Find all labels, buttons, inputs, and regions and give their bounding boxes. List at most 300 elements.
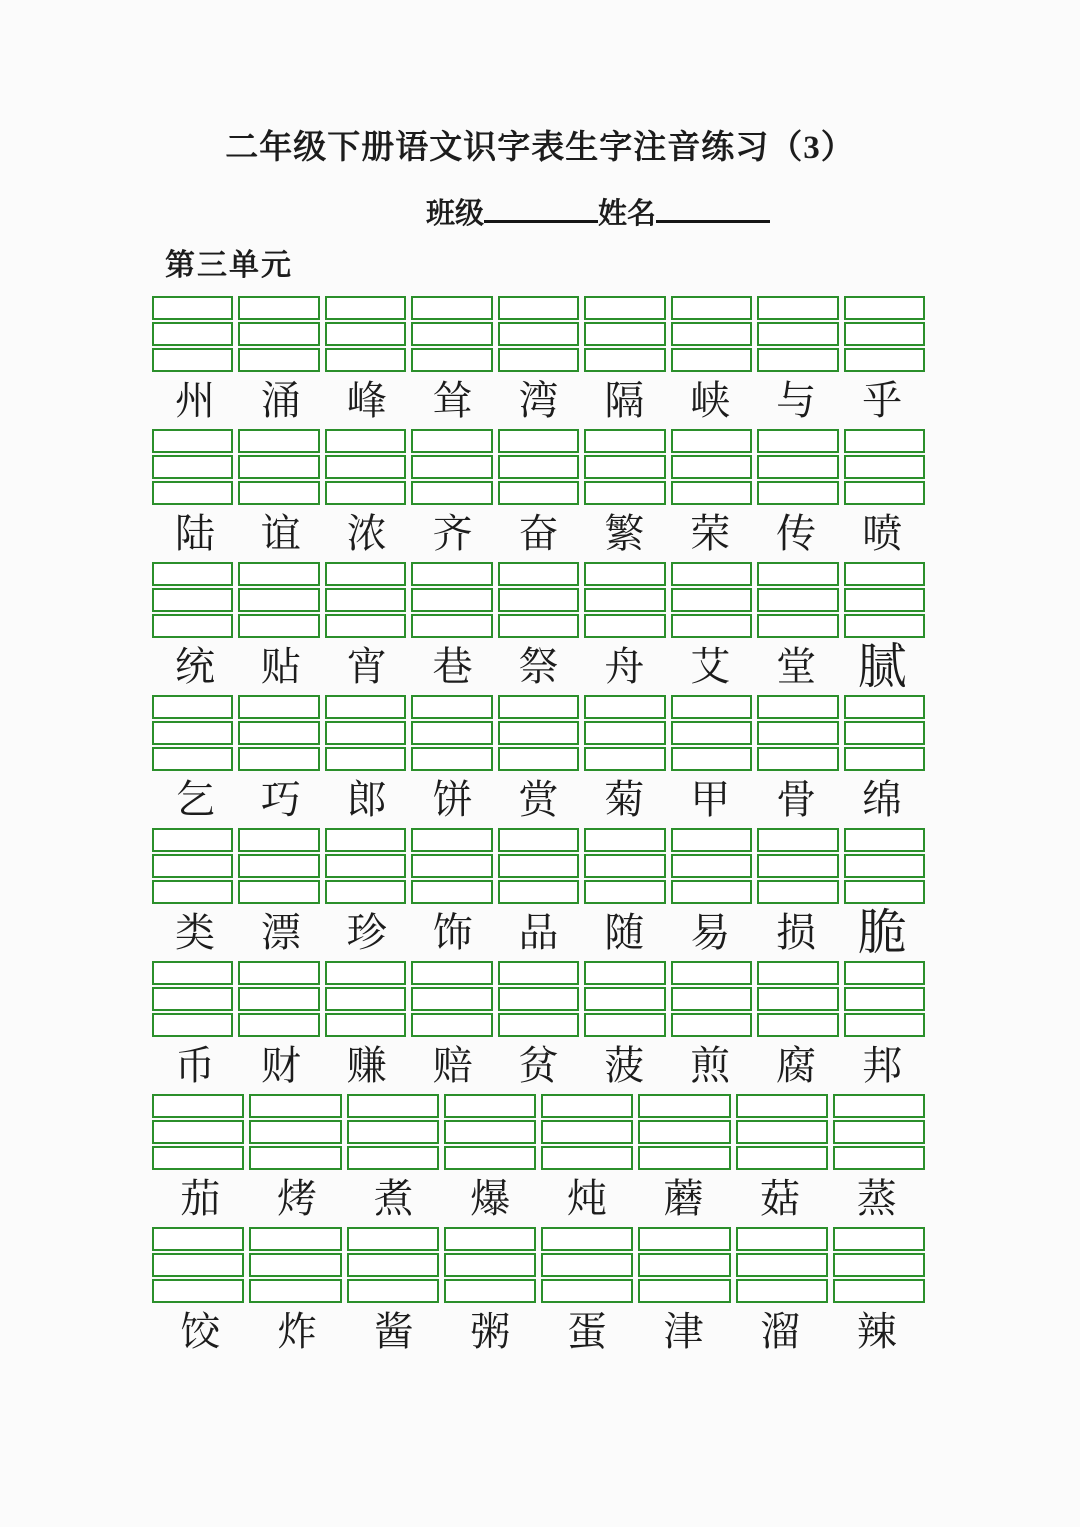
pinyin-cell-line	[671, 614, 752, 638]
practice-block	[152, 429, 925, 562]
pinyin-cell-line	[833, 1227, 925, 1251]
pinyin-cell-line	[498, 747, 579, 771]
pinyin-cell	[152, 296, 233, 372]
character: 腻	[857, 639, 907, 694]
pinyin-cell-line	[411, 961, 492, 985]
pinyin-cell-line	[584, 880, 665, 904]
character: 贴	[260, 644, 301, 689]
character: 湾	[518, 378, 559, 423]
pinyin-cell-line	[152, 695, 233, 719]
character: 烤	[276, 1176, 317, 1221]
class-blank-field	[484, 190, 598, 223]
pinyin-cell	[411, 828, 492, 904]
pinyin-cell-line	[833, 1146, 925, 1170]
pinyin-cell-line	[671, 695, 752, 719]
character: 繁	[604, 511, 645, 556]
practice-block	[152, 828, 925, 961]
pinyin-cell-line	[671, 880, 752, 904]
character: 粥	[470, 1309, 511, 1354]
pinyin-cell-line	[444, 1279, 536, 1303]
pinyin-cell-line	[584, 695, 665, 719]
pinyin-cell-line	[152, 1094, 244, 1118]
pinyin-cell	[152, 1227, 244, 1303]
character: 统	[174, 644, 215, 689]
pinyin-cell	[238, 296, 319, 372]
pinyin-cell-line	[671, 562, 752, 586]
pinyin-cell-line	[249, 1227, 341, 1251]
pinyin-cell	[584, 296, 665, 372]
pinyin-cell-line	[238, 348, 319, 372]
worksheet-title: 二年级下册语文识字表生字注音练习（3）	[225, 130, 855, 166]
character: 赔	[432, 1043, 473, 1088]
character: 茄	[180, 1176, 221, 1221]
pinyin-cell-line	[411, 1013, 492, 1037]
pinyin-cell-line	[498, 348, 579, 372]
pinyin-cell-line	[498, 322, 579, 346]
pinyin-cell-line	[736, 1253, 828, 1277]
pinyin-cell-line	[757, 588, 838, 612]
character: 隔	[604, 378, 645, 423]
pinyin-cell-line	[844, 429, 925, 453]
pinyin-cell-line	[444, 1120, 536, 1144]
pinyin-cell-line	[541, 1227, 633, 1251]
pinyin-cell	[671, 429, 752, 505]
pinyin-cell	[325, 695, 406, 771]
character: 邦	[862, 1043, 903, 1088]
pinyin-cell	[152, 828, 233, 904]
character: 辣	[856, 1309, 897, 1354]
pinyin-cell-line	[152, 1013, 233, 1037]
character: 巷	[432, 644, 473, 689]
pinyin-cell	[238, 562, 319, 638]
character: 菇	[760, 1176, 801, 1221]
pinyin-cell-line	[584, 455, 665, 479]
pinyin-cell-line	[325, 721, 406, 745]
character: 谊	[260, 511, 301, 556]
pinyin-cell	[152, 1094, 244, 1170]
pinyin-cell-line	[736, 1120, 828, 1144]
pinyin-cell	[238, 695, 319, 771]
pinyin-cell-line	[498, 961, 579, 985]
pinyin-cell-line	[347, 1146, 439, 1170]
pinyin-cell	[541, 1227, 633, 1303]
pinyin-cell	[411, 961, 492, 1037]
pinyin-cell-line	[671, 1013, 752, 1037]
pinyin-cell-line	[325, 961, 406, 985]
pinyin-cell-line	[347, 1094, 439, 1118]
pinyin-cell-line	[325, 455, 406, 479]
pinyin-grid-row	[152, 429, 925, 505]
pinyin-cell	[347, 1227, 439, 1303]
pinyin-cell-line	[249, 1094, 341, 1118]
character: 珍	[346, 910, 387, 955]
character: 奋	[518, 511, 559, 556]
pinyin-cell-line	[152, 562, 233, 586]
pinyin-cell-line	[152, 322, 233, 346]
character: 艾	[690, 644, 731, 689]
pinyin-cell-line	[238, 296, 319, 320]
pinyin-cell-line	[844, 481, 925, 505]
pinyin-cell	[584, 961, 665, 1037]
pinyin-cell-line	[833, 1120, 925, 1144]
character: 乎	[862, 378, 903, 423]
pinyin-cell-line	[411, 614, 492, 638]
character: 饰	[432, 910, 473, 955]
pinyin-cell-line	[444, 1094, 536, 1118]
pinyin-cell	[671, 695, 752, 771]
character: 币	[174, 1043, 215, 1088]
pinyin-cell-line	[671, 987, 752, 1011]
pinyin-cell-line	[584, 987, 665, 1011]
pinyin-cell-line	[757, 961, 838, 985]
character: 爆	[470, 1176, 511, 1221]
pinyin-cell-line	[671, 961, 752, 985]
pinyin-cell-line	[152, 455, 233, 479]
character: 贫	[518, 1043, 559, 1088]
pinyin-cell	[238, 828, 319, 904]
pinyin-cell-line	[411, 854, 492, 878]
character: 峡	[690, 378, 731, 423]
character: 易	[690, 910, 731, 955]
pinyin-cell-line	[498, 1013, 579, 1037]
pinyin-cell-line	[325, 614, 406, 638]
pinyin-cell-line	[584, 588, 665, 612]
character: 漂	[260, 910, 301, 955]
pinyin-cell-line	[541, 1146, 633, 1170]
character: 煎	[690, 1043, 731, 1088]
pinyin-cell	[671, 562, 752, 638]
pinyin-cell	[844, 296, 925, 372]
pinyin-cell-line	[325, 747, 406, 771]
pinyin-cell-line	[238, 455, 319, 479]
pinyin-cell-line	[152, 614, 233, 638]
character: 喷	[862, 511, 903, 556]
pinyin-cell-line	[238, 614, 319, 638]
pinyin-cell	[757, 429, 838, 505]
pinyin-cell-line	[671, 747, 752, 771]
character: 随	[604, 910, 645, 955]
pinyin-cell	[671, 961, 752, 1037]
character: 祭	[518, 644, 559, 689]
pinyin-cell-line	[325, 828, 406, 852]
pinyin-cell	[325, 296, 406, 372]
practice-block	[152, 1227, 925, 1360]
pinyin-cell-line	[325, 880, 406, 904]
pinyin-cell-line	[249, 1279, 341, 1303]
pinyin-cell-line	[152, 429, 233, 453]
pinyin-cell	[757, 296, 838, 372]
character: 蛋	[566, 1309, 607, 1354]
pinyin-cell-line	[411, 348, 492, 372]
name-label: 姓名	[598, 198, 657, 230]
pinyin-cell-line	[238, 429, 319, 453]
character-row	[152, 1170, 925, 1227]
pinyin-cell	[325, 828, 406, 904]
pinyin-cell-line	[584, 348, 665, 372]
character-row	[152, 372, 925, 429]
pinyin-cell-line	[498, 481, 579, 505]
pinyin-cell	[444, 1094, 536, 1170]
pinyin-cell-line	[347, 1120, 439, 1144]
pinyin-cell-line	[152, 854, 233, 878]
pinyin-cell-line	[671, 455, 752, 479]
pinyin-cell-line	[757, 562, 838, 586]
character-row	[152, 505, 925, 562]
pinyin-cell	[638, 1227, 730, 1303]
pinyin-cell-line	[152, 1227, 244, 1251]
pinyin-cell-line	[238, 747, 319, 771]
pinyin-cell-line	[584, 322, 665, 346]
character: 与	[776, 378, 817, 423]
pinyin-cell-line	[757, 481, 838, 505]
pinyin-cell-line	[844, 588, 925, 612]
pinyin-cell-line	[411, 481, 492, 505]
character: 溜	[760, 1309, 801, 1354]
pinyin-cell-line	[584, 481, 665, 505]
pinyin-cell-line	[757, 695, 838, 719]
pinyin-cell	[325, 562, 406, 638]
character: 齐	[432, 511, 473, 556]
character: 菊	[604, 777, 645, 822]
pinyin-cell	[757, 961, 838, 1037]
pinyin-cell	[498, 961, 579, 1037]
pinyin-cell-line	[498, 455, 579, 479]
character: 舟	[604, 644, 645, 689]
pinyin-cell	[498, 562, 579, 638]
pinyin-cell-line	[638, 1227, 730, 1251]
pinyin-cell	[833, 1094, 925, 1170]
pinyin-cell-line	[584, 562, 665, 586]
pinyin-cell-line	[444, 1146, 536, 1170]
pinyin-cell-line	[498, 828, 579, 852]
pinyin-cell-line	[498, 614, 579, 638]
pinyin-cell	[584, 562, 665, 638]
pinyin-cell-line	[736, 1279, 828, 1303]
practice-area	[152, 296, 925, 1360]
pinyin-cell	[498, 429, 579, 505]
practice-block	[152, 296, 925, 429]
character: 饺	[180, 1309, 221, 1354]
pinyin-cell-line	[844, 455, 925, 479]
pinyin-cell	[411, 695, 492, 771]
character-row	[152, 1303, 925, 1360]
pinyin-cell-line	[249, 1120, 341, 1144]
pinyin-grid-row	[152, 1094, 925, 1170]
pinyin-cell-line	[584, 961, 665, 985]
character: 炖	[566, 1176, 607, 1221]
pinyin-cell-line	[757, 987, 838, 1011]
pinyin-cell	[325, 429, 406, 505]
pinyin-cell-line	[757, 828, 838, 852]
pinyin-cell-line	[844, 1013, 925, 1037]
pinyin-cell	[249, 1227, 341, 1303]
character: 菠	[604, 1043, 645, 1088]
pinyin-cell-line	[757, 455, 838, 479]
pinyin-cell	[498, 695, 579, 771]
pinyin-cell-line	[844, 614, 925, 638]
pinyin-cell-line	[541, 1253, 633, 1277]
pinyin-cell-line	[498, 562, 579, 586]
pinyin-cell-line	[411, 322, 492, 346]
pinyin-cell	[638, 1094, 730, 1170]
pinyin-grid-row	[152, 961, 925, 1037]
pinyin-cell-line	[844, 880, 925, 904]
pinyin-cell-line	[411, 588, 492, 612]
pinyin-cell-line	[347, 1227, 439, 1251]
pinyin-cell-line	[325, 429, 406, 453]
pinyin-cell-line	[238, 695, 319, 719]
pinyin-cell-line	[411, 562, 492, 586]
pinyin-cell-line	[152, 828, 233, 852]
pinyin-cell	[152, 961, 233, 1037]
pinyin-cell-line	[498, 987, 579, 1011]
pinyin-cell-line	[833, 1279, 925, 1303]
pinyin-cell-line	[325, 322, 406, 346]
pinyin-cell-line	[833, 1094, 925, 1118]
pinyin-cell-line	[671, 854, 752, 878]
pinyin-cell	[584, 695, 665, 771]
pinyin-cell-line	[541, 1094, 633, 1118]
pinyin-cell-line	[152, 1253, 244, 1277]
pinyin-cell-line	[249, 1146, 341, 1170]
character: 赚	[346, 1043, 387, 1088]
character-row	[152, 1037, 925, 1094]
pinyin-cell	[152, 695, 233, 771]
character: 绵	[862, 777, 903, 822]
pinyin-cell-line	[736, 1146, 828, 1170]
pinyin-cell-line	[671, 721, 752, 745]
pinyin-cell	[844, 695, 925, 771]
pinyin-cell-line	[238, 562, 319, 586]
pinyin-cell-line	[584, 429, 665, 453]
pinyin-cell-line	[844, 828, 925, 852]
pinyin-cell-line	[325, 854, 406, 878]
pinyin-cell-line	[638, 1279, 730, 1303]
pinyin-cell	[411, 429, 492, 505]
pinyin-cell-line	[584, 1013, 665, 1037]
pinyin-cell-line	[411, 747, 492, 771]
pinyin-cell-line	[844, 747, 925, 771]
character-row	[152, 638, 925, 695]
character: 津	[663, 1309, 704, 1354]
pinyin-cell-line	[757, 614, 838, 638]
pinyin-cell-line	[152, 1279, 244, 1303]
pinyin-cell-line	[844, 348, 925, 372]
pinyin-cell-line	[844, 322, 925, 346]
pinyin-cell-line	[238, 854, 319, 878]
character: 酱	[373, 1309, 414, 1354]
character: 堂	[776, 644, 817, 689]
pinyin-cell-line	[152, 880, 233, 904]
pinyin-cell-line	[238, 828, 319, 852]
pinyin-cell-line	[152, 987, 233, 1011]
pinyin-cell-line	[498, 429, 579, 453]
pinyin-cell-line	[757, 429, 838, 453]
pinyin-grid-row	[152, 562, 925, 638]
practice-block	[152, 695, 925, 828]
pinyin-cell-line	[238, 961, 319, 985]
pinyin-cell-line	[757, 322, 838, 346]
practice-block	[152, 1094, 925, 1227]
character: 耸	[432, 378, 473, 423]
pinyin-cell-line	[325, 562, 406, 586]
pinyin-grid-row	[152, 296, 925, 372]
pinyin-cell	[541, 1094, 633, 1170]
pinyin-cell	[411, 562, 492, 638]
pinyin-cell-line	[757, 721, 838, 745]
pinyin-cell-line	[541, 1279, 633, 1303]
pinyin-cell-line	[238, 987, 319, 1011]
pinyin-cell-line	[152, 721, 233, 745]
character: 甲	[690, 777, 731, 822]
pinyin-cell	[347, 1094, 439, 1170]
pinyin-cell-line	[757, 854, 838, 878]
pinyin-cell-line	[844, 854, 925, 878]
pinyin-cell-line	[249, 1253, 341, 1277]
character-row	[152, 771, 925, 828]
pinyin-cell-line	[833, 1253, 925, 1277]
pinyin-cell-line	[736, 1094, 828, 1118]
pinyin-cell	[444, 1227, 536, 1303]
pinyin-cell	[833, 1227, 925, 1303]
pinyin-cell-line	[238, 588, 319, 612]
pinyin-cell-line	[498, 854, 579, 878]
character: 涌	[260, 378, 301, 423]
character: 蘑	[663, 1176, 704, 1221]
pinyin-cell	[844, 562, 925, 638]
pinyin-cell-line	[584, 747, 665, 771]
pinyin-cell-line	[498, 880, 579, 904]
pinyin-cell	[152, 562, 233, 638]
pinyin-grid-row	[152, 828, 925, 904]
practice-block	[152, 961, 925, 1094]
pinyin-cell-line	[757, 880, 838, 904]
character: 巧	[260, 777, 301, 822]
pinyin-cell-line	[411, 828, 492, 852]
pinyin-cell-line	[584, 614, 665, 638]
pinyin-cell-line	[541, 1120, 633, 1144]
pinyin-cell-line	[238, 322, 319, 346]
pinyin-grid-row	[152, 1227, 925, 1303]
pinyin-cell-line	[325, 1013, 406, 1037]
pinyin-cell-line	[325, 296, 406, 320]
character: 类	[174, 910, 215, 955]
pinyin-cell-line	[238, 721, 319, 745]
character: 饼	[432, 777, 473, 822]
pinyin-cell-line	[671, 588, 752, 612]
character: 赏	[518, 777, 559, 822]
pinyin-cell-line	[757, 1013, 838, 1037]
class-label: 班级	[425, 198, 484, 230]
pinyin-cell-line	[638, 1253, 730, 1277]
pinyin-cell	[584, 828, 665, 904]
pinyin-cell-line	[411, 429, 492, 453]
pinyin-cell	[844, 429, 925, 505]
pinyin-cell-line	[736, 1227, 828, 1251]
pinyin-cell	[757, 695, 838, 771]
pinyin-cell-line	[584, 296, 665, 320]
character: 宵	[346, 644, 387, 689]
pinyin-cell-line	[238, 880, 319, 904]
pinyin-cell-line	[671, 322, 752, 346]
pinyin-cell-line	[757, 747, 838, 771]
pinyin-cell-line	[411, 455, 492, 479]
character: 财	[260, 1043, 301, 1088]
character: 蒸	[856, 1176, 897, 1221]
pinyin-cell-line	[844, 296, 925, 320]
character: 州	[174, 378, 215, 423]
pinyin-cell	[671, 296, 752, 372]
